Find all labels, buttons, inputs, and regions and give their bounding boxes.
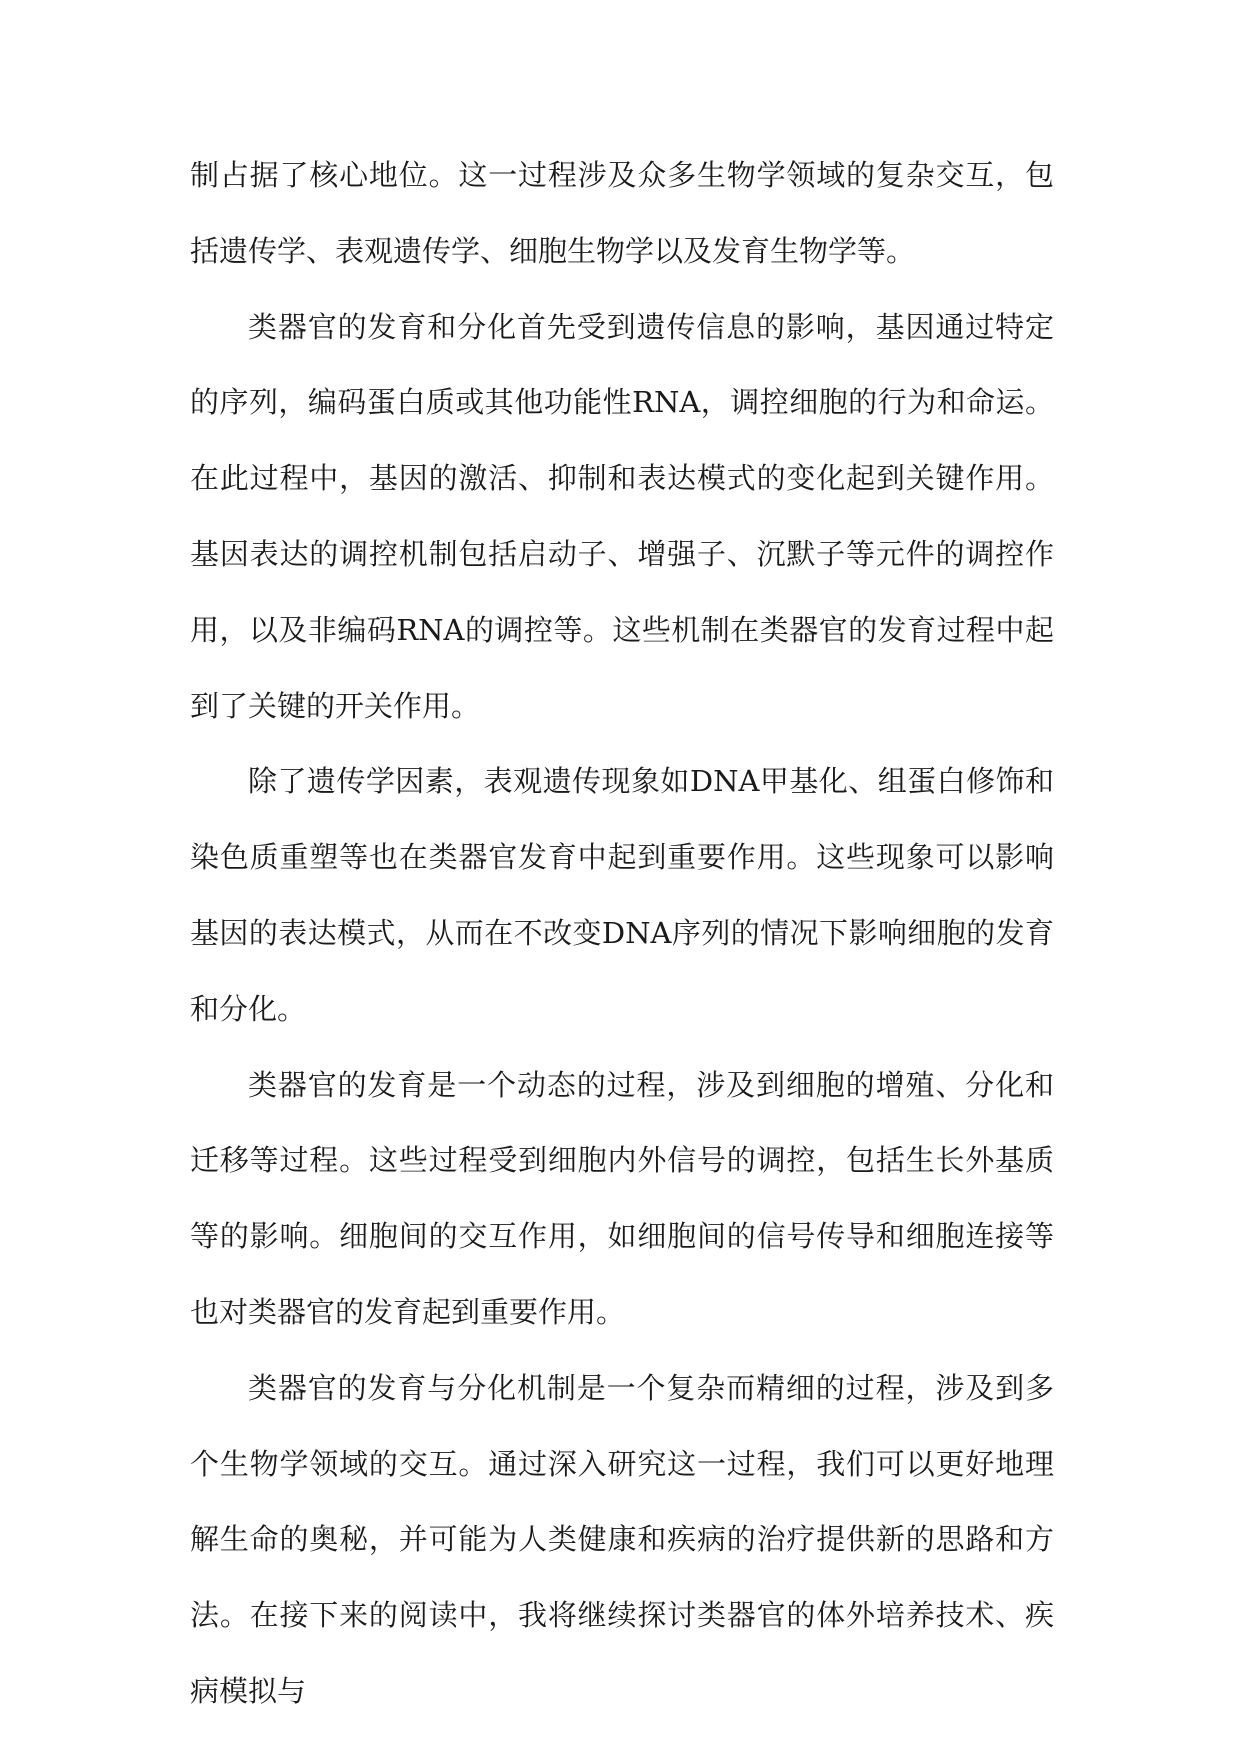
paragraph-1: 制占据了核心地位。这一过程涉及众多生物学领域的复杂交互，包括遗传学、表观遗传学、细胞生物学以及发育生物学等。 — [190, 158, 1054, 268]
paragraph-5: 类器官的发育与分化机制是一个复杂而精细的过程，涉及到多个生物学领域的交互。通过深入研究这一过程，我们可以更好地理解生命的奥秘，并可能为人类健康和疾病的治疗提供新的思路和方法。在接下来的阅读中，我将继续探讨类器官的体外培养技术、疾病模拟与 — [190, 1370, 1054, 1708]
paragraph-2: 类器官的发育和分化首先受到遗传信息的影响，基因通过特定的序列，编码蛋白质或其他功能性RNA，调控细胞的行为和命运。在此过程中，基因的激活、抑制和表达模式的变化起到关键作用。基因表达的调控机制包括启动子、增强子、沉默子等元件的调控作用，以及非编码RNA的调控等。这些机制在类器官的发育过程中起到了关键的开关作用。 — [190, 309, 1054, 723]
paragraph-4: 类器官的发育是一个动态的过程，涉及到细胞的增殖、分化和迁移等过程。这些过程受到细胞内外信号的调控，包括生长外基质等的影响。细胞间的交互作用，如细胞间的信号传导和细胞连接等也对类器官的发育起到重要作用。 — [190, 1067, 1054, 1329]
paragraph-3: 除了遗传学因素，表观遗传现象如DNA甲基化、组蛋白修饰和染色质重塑等也在类器官发育中起到重要作用。这些现象可以影响基因的表达模式，从而在不改变DNA序列的情况下影响细胞的发育和分化。 — [190, 764, 1054, 1026]
document-body — [190, 138, 1054, 1730]
